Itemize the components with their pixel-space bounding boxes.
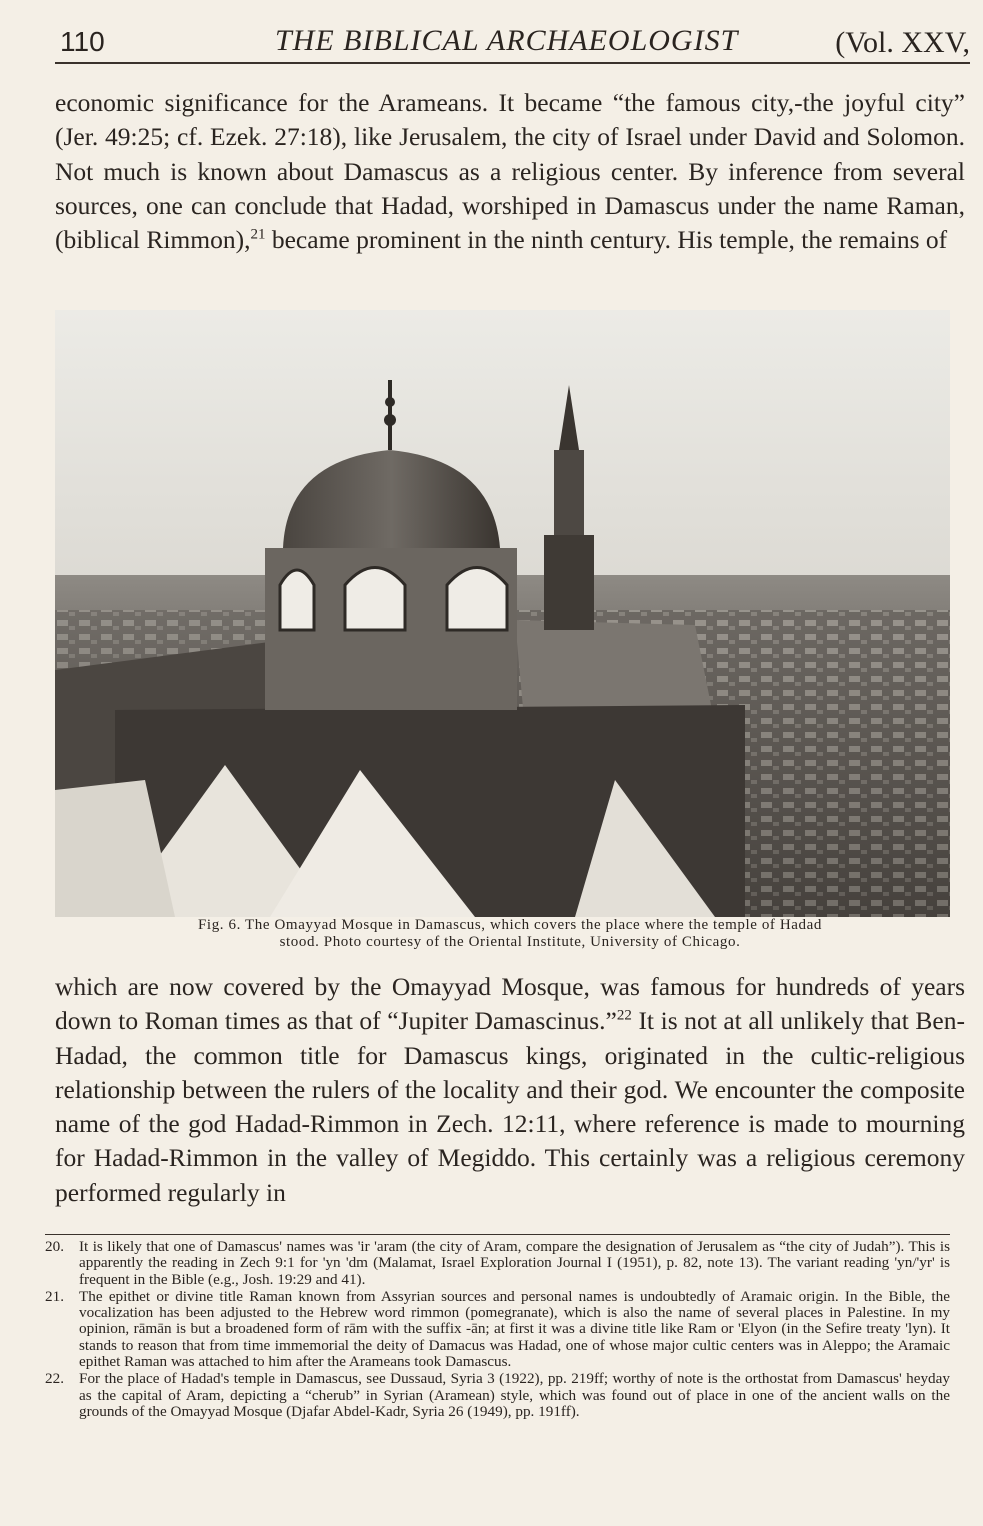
footnote-21	[45, 1289, 950, 1370]
paragraph-1-text: economic significance for the Arameans. It became “the famous city,-the joyful city” (Jer. 49:25; cf. Ezek. 27:18), like Jerusalem, the city of Israel under David and Solomon. Not much is known about Damascus as a religious center. By inference from several sources, one can conclude that Hadad, worshiped in Damascus under the name Raman, (biblical Rimmon),	[55, 88, 965, 255]
mosque-photo-drawing	[55, 310, 950, 917]
figure-caption	[70, 917, 950, 951]
paragraph-1-text-end: became prominent in the ninth century. His temple, the remains of	[265, 225, 948, 255]
footnote-20	[45, 1239, 950, 1288]
footnote-number: 21.	[45, 1287, 64, 1305]
volume-label: (Vol. XXV,	[835, 26, 970, 59]
footnote-number: 22.	[45, 1370, 64, 1388]
footnote-ref-21: 21	[250, 226, 266, 243]
footnote-text: It is likely that one of Damascus' names was 'ir 'aram (the city of Aram, compare the designation of Jerusalem as “the city of Judah”). This is apparently the reading in Zech 9:1 for 'yn 'dm (Malamat, Israel Exploration Journal I (1951), p. 82, note 13). The variant reading 'yn/'yr' is frequent in the Bible (e.g., Josh. 19:29 and 41).	[79, 1238, 950, 1288]
mosque-photograph	[55, 310, 950, 917]
paragraph-2-text-end: It is not at all unlikely that Ben-Hadad, the common title for Damascus kings, originated in the cultic-religious relationship between the rulers of the locality and their god. We encounter the composite name of the god Hadad-Rimmon in Zech. 12:11, where reference is made to mourning for Hadad-Rimmon in the valley of Megiddo. This certainly was a religious ceremony performed regularly in	[55, 1006, 965, 1207]
running-header	[55, 18, 970, 64]
footnote-ref-22: 22	[616, 1007, 632, 1024]
paragraph-1	[55, 86, 965, 257]
page-number: 110	[60, 26, 105, 57]
footnote-text: For the place of Hadad's temple in Damascus, see Dussaud, Syria 3 (1922), pp. 219ff; worthy of note is the orthostat from Damascus' heyday as the capital of Aram, depicting a “cherub” in Syrian (Aramean) style, which was found out of place in one of the ancient walls on the grounds of the Omayyad Mosque (Djafar Abdel-Kadr, Syria 26 (1949), pp. 191ff).	[79, 1370, 950, 1420]
footnote-22	[45, 1371, 950, 1420]
caption-line-2: stood. Photo courtesy of the Oriental Institute, University of Chicago.	[279, 934, 741, 950]
caption-line-1: Fig. 6. The Omayyad Mosque in Damascus, which covers the place where the temple of Hadad	[197, 917, 823, 933]
footnotes	[45, 1234, 950, 1421]
footnote-number: 20.	[45, 1238, 64, 1255]
footnote-text: The epithet or divine title Raman known from Assyrian sources and personal names is undoubtedly of Aramaic origin. In the Bible, the vocalization has been adjusted to the Hebrew word rimmon (pomegranate), which is also the name of several places in Palestine. In my opinion, rāmān is but a broadened form of rām with the suffix -ān; at first it was a divine title like Ram or 'Elyon (in the Sefire treaty 'lyn). It stands to reason that from time immemorial the deity of Damacus was Hadad, one of whose major cultic centers was in Aleppo; the Aramaic epithet Raman was attached to him after the Arameans took Damascus.	[79, 1287, 950, 1371]
paragraph-2-text: which are now covered by the Omayyad Mosque, was famous for hundreds of years down to Roman times as that of “Jupiter Damascinus.”	[55, 972, 965, 1036]
paragraph-2	[55, 970, 965, 1210]
journal-title: THE BIBLICAL ARCHAEOLOGIST	[275, 24, 739, 57]
